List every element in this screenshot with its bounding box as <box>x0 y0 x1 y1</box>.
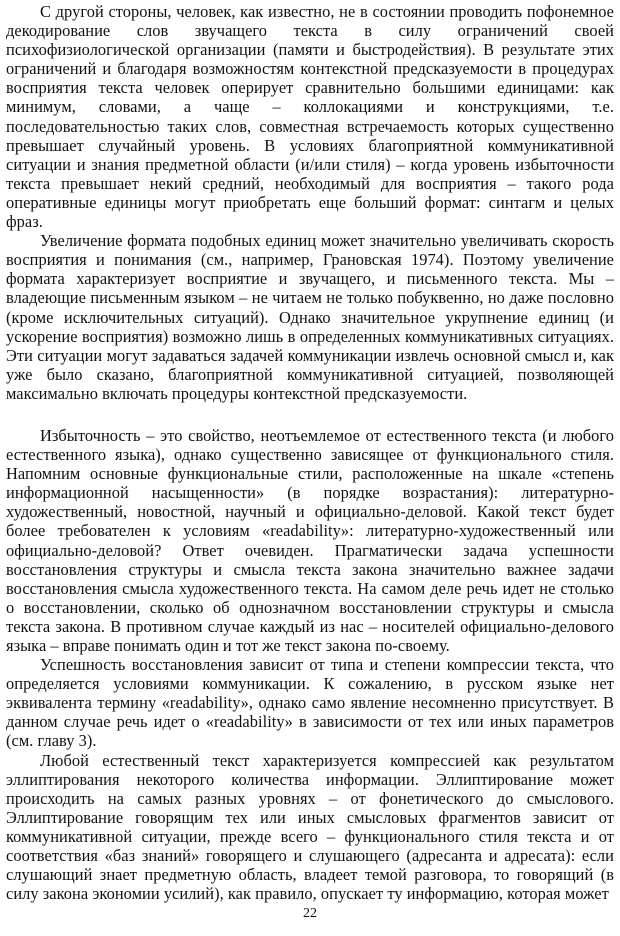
paragraph-4: Успешность восстановления зависит от типа и степени компрессии текста, что определяется условиями коммуникации. К сожалению, в русском языке нет эквивалента термину «readability», однако само явление несомненно присутствует. В данном случае речь идет о «readability» в зависимости от тех или иных параметров (см. главу 3). <box>6 655 614 751</box>
page-number: 22 <box>303 906 317 921</box>
section-gap <box>6 403 614 426</box>
paragraph-1: С другой стороны, человек, как известно, не в состоянии проводить пофонемное декодирование слов звучащего текста в силу ограничений своей психофизиологической организации (памяти и быстродействия). В результате этих ограничений и благодаря возможностям контекстной предсказуемости в процедурах восприятия текста человек оперирует сравнительно большими единицами: как минимум, словами, а чаще – коллокациями и конструкциями, т.е. последовательностью таких слов, совместная встречаемость которых существенно превышает случайный уровень. В условиях благоприятной коммуникативной ситуации и знания предметной области (и/или стиля) – когда уровень избыточности текста превышает некий средний, необходимый для восприятия – такого рода оперативные единицы могут приобретать еще больший формат: синтагм и целых фраз. <box>6 2 614 232</box>
paragraph-2: Увеличение формата подобных единиц может значительно увеличивать скорость восприятия и понимания (см., например, Грановская 1974). Поэтому увеличение формата характеризует восприятие и звучащего, и письменного текста. Мы – владеющие письменным языком – не читаем не только побуквенно, но даже пословно (кроме исключительных ситуаций). Однако значительное укрупнение единиц (и ускорение восприятия) возможно лишь в определенных коммуникативных ситуациях. Эти ситуации могут задаваться задачей коммуникации извлечь основной смысл и, как уже было сказано, благоприятной коммуникативной ситуацией, позволяющей максимально включать процедуры контекстной предсказуемости. <box>6 231 614 403</box>
paragraph-3: Избыточность – это свойство, неотъемлемое от естественного текста (и любого естественного языка), однако существенно зависящее от функционального стиля. Напомним основные функциональные стили, расположенные на шкале «степень информационной насыщенности» (в порядке возрастания): литературно-художественный, новостной, научный и официально-деловой. Какой текст будет более требователен к условиям «readability»: литературно-художественный или официально-деловой? Ответ очевиден. Прагматически задача успешности восстановления структуры и смысла текста закона значительно важнее задачи восстановления смысла художественного текста. На самом деле речь идет не столько о восстановлении, сколько об однозначном восстановлении структуры и смысла текста закона. В противном случае каждый из нас – носителей официально-делового языка – вправе понимать один и тот же текст закона по-своему. <box>6 425 614 655</box>
paragraph-5: Любой естественный текст характеризуется компрессией как результатом эллиптирования некоторого количества информации. Эллиптирование может происходить на самых разных уровнях – от фонетического до смыслового. Эллиптирование говорящим тех или иных смысловых фрагментов зависит от коммуникативной ситуации, прежде всего – функционального стиля текста и от соответствия «баз знаний» говорящего и слушающего (адресанта и адресата): если слушающий знает предметную область, владеет темой разговора, то говорящий (в силу закона экономии усилий), как правило, опускает ту информацию, которая может <box>6 750 614 904</box>
